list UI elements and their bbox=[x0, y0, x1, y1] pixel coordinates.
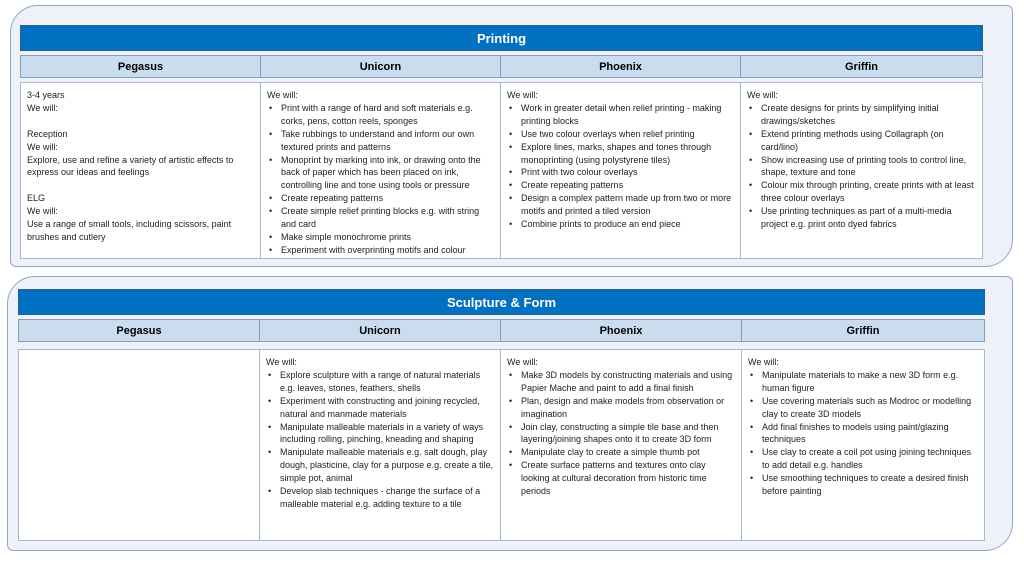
printing-body-row bbox=[20, 82, 983, 259]
sculpture-pegasus-cell bbox=[18, 349, 260, 541]
list-item: • Use clay to create a coil pot using joining techniques to add detail e.g. handles bbox=[748, 446, 978, 472]
printing-header-row bbox=[20, 55, 983, 78]
list-item: • Plan, design and make models from observation or imagination bbox=[507, 395, 735, 421]
sculpture-title: Sculpture & Form bbox=[446, 294, 557, 310]
list-item: • Colour mix through printing, create prints with at least three colour overlays bbox=[747, 179, 976, 205]
sculpture-griffin-cell bbox=[741, 349, 985, 541]
list-item: • Create repeating patterns bbox=[507, 179, 734, 192]
list-item: • Develop slab techniques - change the surface of a malleable material e.g. adding texture to a tile bbox=[266, 485, 494, 511]
list-item: • Print with two colour overlays bbox=[507, 166, 734, 179]
list-item: • Use two colour overlays when relief printing bbox=[507, 128, 734, 141]
list-item: • Manipulate clay to create a simple thumb pot bbox=[507, 446, 735, 459]
list-item: • Create surface patterns and textures onto clay looking at cultural decoration from historic time periods bbox=[507, 459, 735, 498]
sculpture-col-pegasus: Pegasus bbox=[18, 319, 260, 342]
printing-title-bar bbox=[20, 25, 983, 51]
cell-intro: We will: bbox=[748, 357, 779, 367]
list-item: • Use printing techniques as part of a multi-media project e.g. print onto dyed fabrics bbox=[747, 205, 976, 231]
list-item: • Manipulate malleable materials e.g. salt dough, play dough, plasticine, clay for a purpose e.g. create a tile, simple pot, animal bbox=[266, 446, 494, 485]
printing-col-phoenix: Phoenix bbox=[500, 55, 741, 78]
list-item: • Make 3D models by constructing materials and using Papier Mache and paint to add a final finish bbox=[507, 369, 735, 395]
bullet-list bbox=[507, 369, 735, 498]
list-item: • Join clay, constructing a simple tile base and then layering/joining shapes onto it to create 3D form bbox=[507, 421, 735, 447]
list-item: • Use covering materials such as Modroc or modelling clay to create 3D models bbox=[748, 395, 978, 421]
cell-intro: We will: bbox=[747, 90, 778, 100]
sculpture-unicorn-cell bbox=[259, 349, 501, 541]
sculpture-body-row bbox=[18, 349, 985, 541]
text-line: 3-4 years bbox=[27, 90, 65, 100]
sculpture-col-phoenix: Phoenix bbox=[500, 319, 742, 342]
cell-intro: We will: bbox=[266, 357, 297, 367]
list-item: • Create repeating patterns bbox=[267, 192, 494, 205]
list-item: • Monoprint by marking into ink, or drawing onto the back of paper which has been placed on ink, controlling line and tone using tools or pressure bbox=[267, 154, 494, 193]
list-item: • Experiment with overprinting motifs and colour bbox=[267, 244, 494, 257]
list-item: • Add final finishes to models using paint/glazing techniques bbox=[748, 421, 978, 447]
list-item: • Explore sculpture with a range of natural materials e.g. leaves, stones, feathers, shells bbox=[266, 369, 494, 395]
list-item: • Create designs for prints by simplifying initial drawings/sketches bbox=[747, 102, 976, 128]
sculpture-col-unicorn: Unicorn bbox=[259, 319, 501, 342]
sculpture-header-row bbox=[18, 319, 985, 342]
printing-pegasus-cell bbox=[20, 82, 261, 259]
printing-griffin-cell bbox=[740, 82, 983, 259]
list-item: • Manipulate materials to make a new 3D form e.g. human figure bbox=[748, 369, 978, 395]
spacer bbox=[27, 115, 254, 128]
text-line: We will: bbox=[27, 102, 58, 113]
list-item: • Make simple monochrome prints bbox=[267, 231, 494, 244]
list-item: • Experiment with constructing and joining recycled, natural and manmade materials bbox=[266, 395, 494, 421]
list-item: • Design a complex pattern made up from two or more motifs and printed a tiled version bbox=[507, 192, 734, 218]
cell-intro: We will: bbox=[507, 90, 538, 100]
text-line: We will: bbox=[27, 206, 58, 217]
sculpture-title-bar bbox=[18, 289, 985, 315]
bullet-list bbox=[266, 369, 494, 511]
list-item: • Print with a range of hard and soft materials e.g. corks, pens, cotton reels, sponges bbox=[267, 102, 494, 128]
cell-intro: We will: bbox=[507, 357, 538, 367]
text-line: Explore, use and refine a variety of artistic effects to express our ideas and feelings bbox=[27, 154, 236, 178]
text-line: Use a range of small tools, including scissors, paint brushes and cutlery bbox=[27, 219, 234, 242]
bullet-list bbox=[747, 102, 976, 231]
list-item: • Use smoothing techniques to create a desired finish before painting bbox=[748, 472, 978, 498]
list-item: • Show increasing use of printing tools to control line, shape, texture and tone bbox=[747, 154, 976, 180]
bullet-list bbox=[507, 102, 734, 231]
printing-col-griffin: Griffin bbox=[740, 55, 983, 78]
printing-title: Printing bbox=[476, 30, 527, 46]
text-line: ELG bbox=[27, 193, 46, 204]
printing-unicorn-cell bbox=[260, 82, 501, 259]
printing-col-unicorn: Unicorn bbox=[260, 55, 501, 78]
sculpture-col-griffin: Griffin bbox=[741, 319, 985, 342]
bullet-list bbox=[267, 102, 494, 257]
list-item: • Extend printing methods using Collagraph (on card/lino) bbox=[747, 128, 976, 154]
printing-col-pegasus: Pegasus bbox=[20, 55, 261, 78]
list-item: • Explore lines, marks, shapes and tones through monoprinting (using polystyrene tiles) bbox=[507, 141, 734, 167]
sculpture-phoenix-cell bbox=[500, 349, 742, 541]
cell-intro: We will: bbox=[267, 90, 298, 100]
list-item: • Create simple relief printing blocks e.g. with string and card bbox=[267, 205, 494, 231]
spacer bbox=[27, 179, 254, 192]
list-item: • Manipulate malleable materials in a variety of ways including rolling, pinching, kneading and shaping bbox=[266, 421, 494, 447]
bullet-list bbox=[748, 369, 978, 498]
list-item: • Work in greater detail when relief printing - making printing blocks bbox=[507, 102, 734, 128]
printing-phoenix-cell bbox=[500, 82, 741, 259]
text-line: We will: bbox=[27, 141, 58, 152]
list-item: • Combine prints to produce an end piece bbox=[507, 218, 734, 231]
list-item: • Take rubbings to understand and inform our own textured prints and patterns bbox=[267, 128, 494, 154]
text-line: Reception bbox=[27, 128, 68, 139]
